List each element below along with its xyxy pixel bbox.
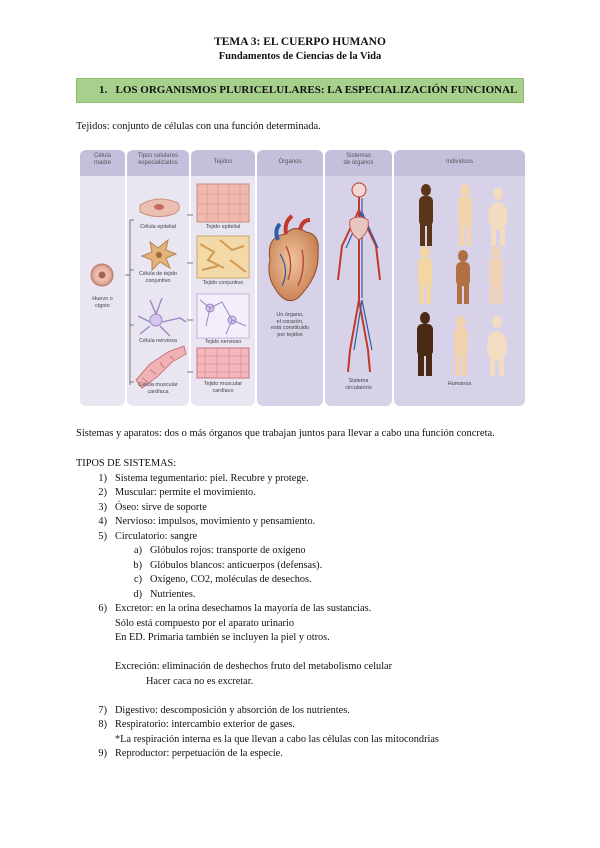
- sistemas-definition: Sistemas y aparatos: dos o más órganos que trabajan juntos para llevar a cabo una función concreta.: [76, 428, 495, 439]
- list-item: 1) Sistema tegumentario: piel. Recubre y protege.: [98, 472, 309, 484]
- cardiac-muscle-tissue: [197, 348, 249, 378]
- label-connective-cell: Célula de tejido conjuntivo: [139, 271, 177, 284]
- zygote-cell: [91, 264, 113, 286]
- label-cardiac-tissue: Tejido muscular cardíaco: [203, 381, 243, 394]
- sublist-item: b) Glóbulos blancos: anticuerpos (defensas).: [133, 559, 323, 571]
- list-heading: TIPOS DE SISTEMAS:: [76, 458, 177, 469]
- label-connective-tissue: Tejido conjuntivo: [202, 280, 244, 286]
- epithelial-cell: [140, 199, 179, 217]
- human-figures: [417, 184, 508, 376]
- sublist-item: c) Oxígeno, CO2, moléculas de desechos.: [134, 574, 312, 585]
- tejidos-definition: Tejidos: conjunto de células con una función determinada.: [76, 121, 321, 132]
- nerve-cell: [138, 298, 186, 336]
- label-system: Sistema circulatorio: [345, 378, 372, 391]
- excrecion-note: Hacer caca no es excretar.: [146, 675, 254, 687]
- document-title: TEMA 3: EL CUERPO HUMANO: [214, 36, 386, 48]
- sublist-item: d) Nutrientes.: [133, 588, 196, 600]
- circulatory-system: [338, 183, 380, 372]
- label-nerve-cell: Célula nerviosa: [139, 338, 177, 344]
- list-item: 2) Muscular: permite el movimiento.: [98, 487, 256, 498]
- header-stem-cell: Célula madre: [93, 153, 111, 166]
- header-organs: Órganos: [278, 159, 302, 165]
- label-epithelial-tissue: Tejido epitelial: [205, 224, 241, 230]
- list-item: 6) Excretor: en la orina desechamos la mayoría de las sustancias.: [98, 603, 372, 614]
- header-individuals: Individuos: [445, 159, 474, 165]
- document-subtitle: Fundamentos de Ciencias de la Vida: [218, 51, 382, 62]
- nerve-tissue: [197, 294, 249, 338]
- section-heading-banner: [76, 78, 524, 103]
- label-zygote: Huevo o cigoto: [92, 296, 113, 309]
- header-cell-types: Tipos celulares especializados: [137, 153, 179, 166]
- heart-organ: [269, 216, 318, 301]
- label-epithelial-cell: Célula epitelial: [140, 224, 176, 230]
- list-item: 5) Circulatorio: sangre: [98, 530, 198, 542]
- list-item: 7) Digestivo: descomposición y absorción de los nutrientes.: [98, 704, 350, 716]
- section-number: 1.: [99, 84, 108, 96]
- list-continuation: En ED. Primaria también se incluyen la piel y otros.: [115, 632, 330, 643]
- list-item: 8) Respiratorio: intercambio exterior de gases.: [98, 719, 295, 730]
- list-continuation: Sólo está compuesto por el aparato urinario: [115, 617, 294, 629]
- organization-levels-figure: [80, 150, 525, 406]
- label-individuals: Humanos: [447, 381, 472, 387]
- excrecion-definition: Excreción: eliminación de deshechos fruto del metabolismo celular: [115, 661, 393, 672]
- connective-tissue: [197, 236, 249, 278]
- list-item: 3) Óseo: sirve de soporte: [98, 501, 207, 513]
- sublist-item: a) Glóbulos rojos: transporte de oxígeno: [134, 545, 306, 556]
- label-organ: Un órgano, el corazón, está constituido por tejidos: [270, 312, 310, 338]
- list-item: 9) Reproductor: perpetuación de la especie.: [98, 748, 283, 759]
- epithelial-tissue: [197, 184, 249, 222]
- header-tissues: Tejidos: [213, 159, 233, 165]
- connective-cell: [142, 240, 176, 270]
- label-nerve-tissue: Tejido nervioso: [204, 339, 242, 345]
- section-heading: LOS ORGANISMOS PLURICELULARES: LA ESPECIALIZACIÓN FUNCIONAL: [115, 84, 518, 96]
- tipos-sistemas-list: [76, 457, 439, 762]
- list-item: 4) Nervioso: impulsos, movimiento y pensamiento.: [98, 516, 316, 527]
- header-systems: Sistemas de órganos: [343, 153, 374, 166]
- label-cardiac-cell: Célula muscular cardíaca: [138, 382, 178, 395]
- respiration-note: *La respiración interna es la que llevan a cabo las células con las mitocondrias: [115, 733, 439, 745]
